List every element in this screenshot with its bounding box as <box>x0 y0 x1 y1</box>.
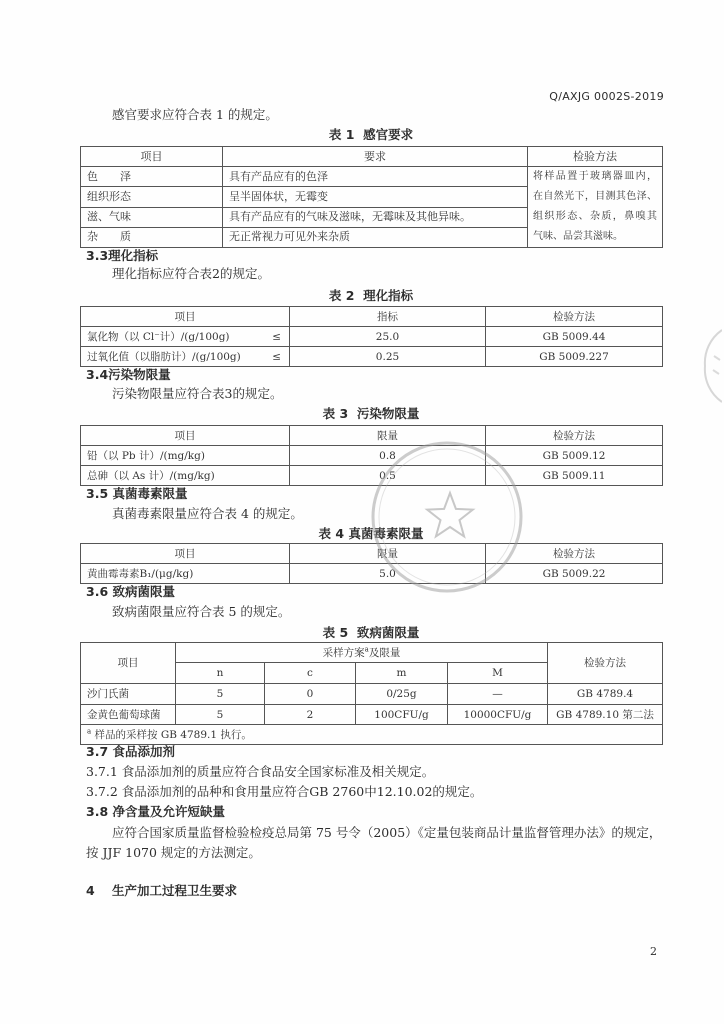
section-heading-hygiene: 生产加工过程卫生要求 <box>112 883 238 898</box>
n-cell: 5 <box>176 684 265 705</box>
footnote-text: 样品的采样按 GB 4789.1 执行。 <box>91 728 252 741</box>
method-cell: GB 4789.4 <box>548 684 663 705</box>
column-header-item: 项目 <box>81 426 290 446</box>
page-number: 2 <box>650 945 657 958</box>
item-cell: 铅（以 Pb 计）/(mg/kg) <box>81 446 290 466</box>
method-cell <box>528 167 663 248</box>
column-header-item: 项目 <box>81 147 223 167</box>
column-header-method: 检验方法 <box>486 307 663 327</box>
value-cell: 25.0 <box>290 327 486 347</box>
table5-caption: 表 5 致病菌限量 <box>322 625 420 640</box>
table-row <box>81 327 663 347</box>
section-heading-additives: 3.7 食品添加剂 <box>86 744 175 759</box>
table2-caption: 表 2 理化指标 <box>328 288 414 303</box>
value-cell: 5.0 <box>290 564 486 584</box>
mycotoxins-intro: 真菌毒素限量应符合表 4 的规定。 <box>112 506 303 521</box>
footnote-marker: a <box>364 645 369 653</box>
c-cell: 2 <box>265 705 356 725</box>
method-line: 气味、品尝其滋味。 <box>533 231 623 242</box>
section-number: 4 <box>86 883 95 898</box>
method-cell: GB 5009.12 <box>486 446 663 466</box>
method-line: 在自然光下，目测其色泽、 <box>533 191 657 202</box>
footnote-marker: a <box>87 727 92 735</box>
item-label: 过氧化值（以脂肪计）/(g/100g) <box>87 350 241 363</box>
clause-3-7-1: 3.7.1 食品添加剂的质量应符合食品安全国家标准及相关规定。 <box>86 764 435 779</box>
method-cell: GB 4789.10 第二法 <box>548 705 663 725</box>
method-line: 组织形态、杂质，鼻嗅其 <box>533 211 657 222</box>
table1-caption: 表 1 感官要求 <box>328 127 414 142</box>
section-heading-net-content: 3.8 净含量及允许短缺量 <box>86 804 225 819</box>
table-row <box>81 167 663 187</box>
item-cell: 沙门氏菌 <box>81 684 176 705</box>
section-heading-physchem: 3.3理化指标 <box>86 248 159 263</box>
method-cell: GB 5009.44 <box>486 327 663 347</box>
pathogens-table <box>80 642 663 745</box>
table-row <box>81 684 663 705</box>
column-header-item: 项目 <box>81 307 290 327</box>
c-cell: 0 <box>265 684 356 705</box>
section-heading-mycotoxins: 3.5 真菌毒素限量 <box>86 486 188 501</box>
physchem-intro: 理化指标应符合表2的规定。 <box>112 266 270 281</box>
value-cell: 0.8 <box>290 446 486 466</box>
section-heading-pathogens: 3.6 致病菌限量 <box>86 584 175 599</box>
net-content-text-line: 按 JJF 1070 规定的方法测定。 <box>86 845 261 860</box>
n-cell: 5 <box>176 705 265 725</box>
value-cell: 0.25 <box>290 347 486 367</box>
section-heading-contaminants: 3.4污染物限量 <box>86 367 171 382</box>
method-cell: GB 5009.227 <box>486 347 663 367</box>
column-header-m-lower: m <box>356 663 448 684</box>
requirement-cell: 具有产品应有的气味及滋味，无霉味及其他异味。 <box>223 207 528 227</box>
item-cell <box>81 347 290 367</box>
sampling-label: 采样方案 <box>322 646 365 659</box>
pathogens-intro: 致病菌限量应符合表 5 的规定。 <box>112 604 291 619</box>
table4-caption: 表 4 真菌毒素限量 <box>318 526 424 541</box>
column-header-method: 检验方法 <box>548 643 663 684</box>
edge-stamp-mark <box>700 326 722 406</box>
requirement-cell: 无正常视力可见外来杂质 <box>223 227 528 247</box>
table-header-row <box>81 307 663 327</box>
column-header-item: 项目 <box>81 544 290 564</box>
sampling-label-suffix: 及限量 <box>368 646 401 659</box>
item-cell: 滋、气味 <box>81 207 223 227</box>
item-cell: 总砷（以 As 计）/(mg/kg) <box>81 466 290 486</box>
column-header-item: 项目 <box>81 643 176 684</box>
table-header-row <box>81 147 663 167</box>
column-header-requirement: 要求 <box>223 147 528 167</box>
column-header-m-upper: M <box>448 663 548 684</box>
contaminants-intro: 污染物限量应符合表3的规定。 <box>112 386 283 401</box>
method-cell: GB 5009.11 <box>486 466 663 486</box>
comparison-operator: ≤ <box>272 350 281 363</box>
column-header-n: n <box>176 663 265 684</box>
item-cell: 金黄色葡萄球菌 <box>81 705 176 725</box>
column-header-c: c <box>265 663 356 684</box>
m-upper-cell: — <box>448 684 548 705</box>
sensory-table <box>80 146 663 248</box>
column-header-value: 限量 <box>290 544 486 564</box>
table-row <box>81 347 663 367</box>
document-code: Q/AXJG 0002S-2019 <box>549 90 664 103</box>
clause-3-7-2: 3.7.2 食品添加剂的品种和食用量应符合GB 2760中12.10.02的规定。 <box>86 784 483 799</box>
method-line: 将样品置于玻璃器皿内， <box>533 171 657 182</box>
column-header-method: 检验方法 <box>486 426 663 446</box>
table-row <box>81 705 663 725</box>
physchem-table <box>80 306 663 367</box>
m-lower-cell: 0/25g <box>356 684 448 705</box>
m-lower-cell: 100CFU/g <box>356 705 448 725</box>
item-cell: 杂 质 <box>81 227 223 247</box>
column-header-method: 检验方法 <box>486 544 663 564</box>
net-content-text-line: 应符合国家质量监督检验检疫总局第 75 号令（2005）《定量包装商品计量监督管理办法》的规定， <box>112 825 662 840</box>
company-seal <box>362 432 532 602</box>
method-cell: GB 5009.22 <box>486 564 663 584</box>
sensory-intro: 感官要求应符合表 1 的规定。 <box>112 107 278 122</box>
table-header-row <box>81 643 663 663</box>
item-cell: 黄曲霉毒素B₁/(μg/kg) <box>81 564 290 584</box>
comparison-operator: ≤ <box>272 330 281 343</box>
table-footnote <box>81 725 663 745</box>
column-header-method: 检验方法 <box>528 147 663 167</box>
table3-caption: 表 3 污染物限量 <box>322 406 420 421</box>
item-cell: 组织形态 <box>81 187 223 207</box>
item-cell: 色 泽 <box>81 167 223 187</box>
item-cell <box>81 327 290 347</box>
column-header-value: 指标 <box>290 307 486 327</box>
column-header-value: 限量 <box>290 426 486 446</box>
m-upper-cell: 10000CFU/g <box>448 705 548 725</box>
item-label: 氯化物（以 Cl⁻计）/(g/100g) <box>87 330 230 343</box>
value-cell: 0.5 <box>290 466 486 486</box>
requirement-cell: 呈半固体状，无霉变 <box>223 187 528 207</box>
requirement-cell: 具有产品应有的色泽 <box>223 167 528 187</box>
column-header-sampling-plan <box>176 643 548 663</box>
table-footnote-row <box>81 725 663 745</box>
